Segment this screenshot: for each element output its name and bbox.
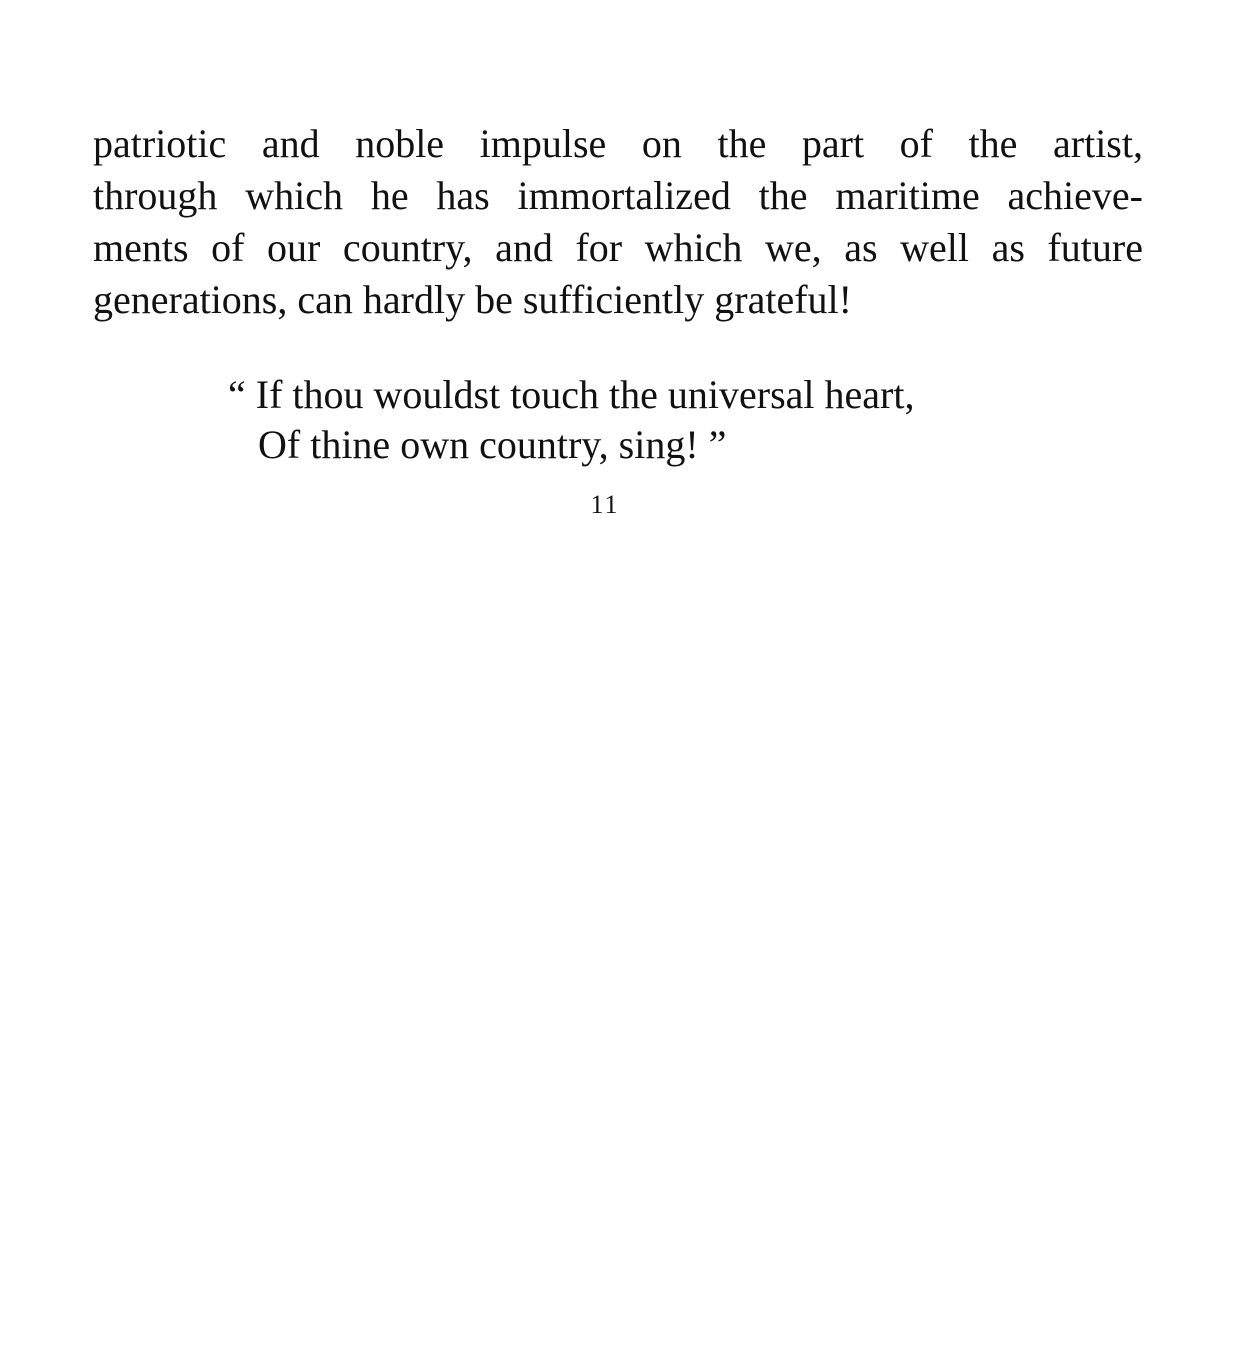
paragraph-line: through which he has immortalized the maritime achieve-: [93, 173, 1143, 218]
page-number: 11: [590, 490, 620, 519]
quote-line: Of thine own country, sing! ”: [258, 422, 727, 467]
body-paragraph: [93, 118, 1143, 326]
paragraph-line: generations, can hardly be sufficiently grateful!: [93, 277, 852, 322]
verse-quotation: [228, 370, 1128, 470]
paragraph-line: patriotic and noble impulse on the part of the artist,: [93, 121, 1143, 166]
quote-line: “ If thou wouldst touch the universal heart,: [228, 372, 915, 417]
paragraph-line: ments of our country, and for which we, as well as future: [93, 225, 1143, 270]
